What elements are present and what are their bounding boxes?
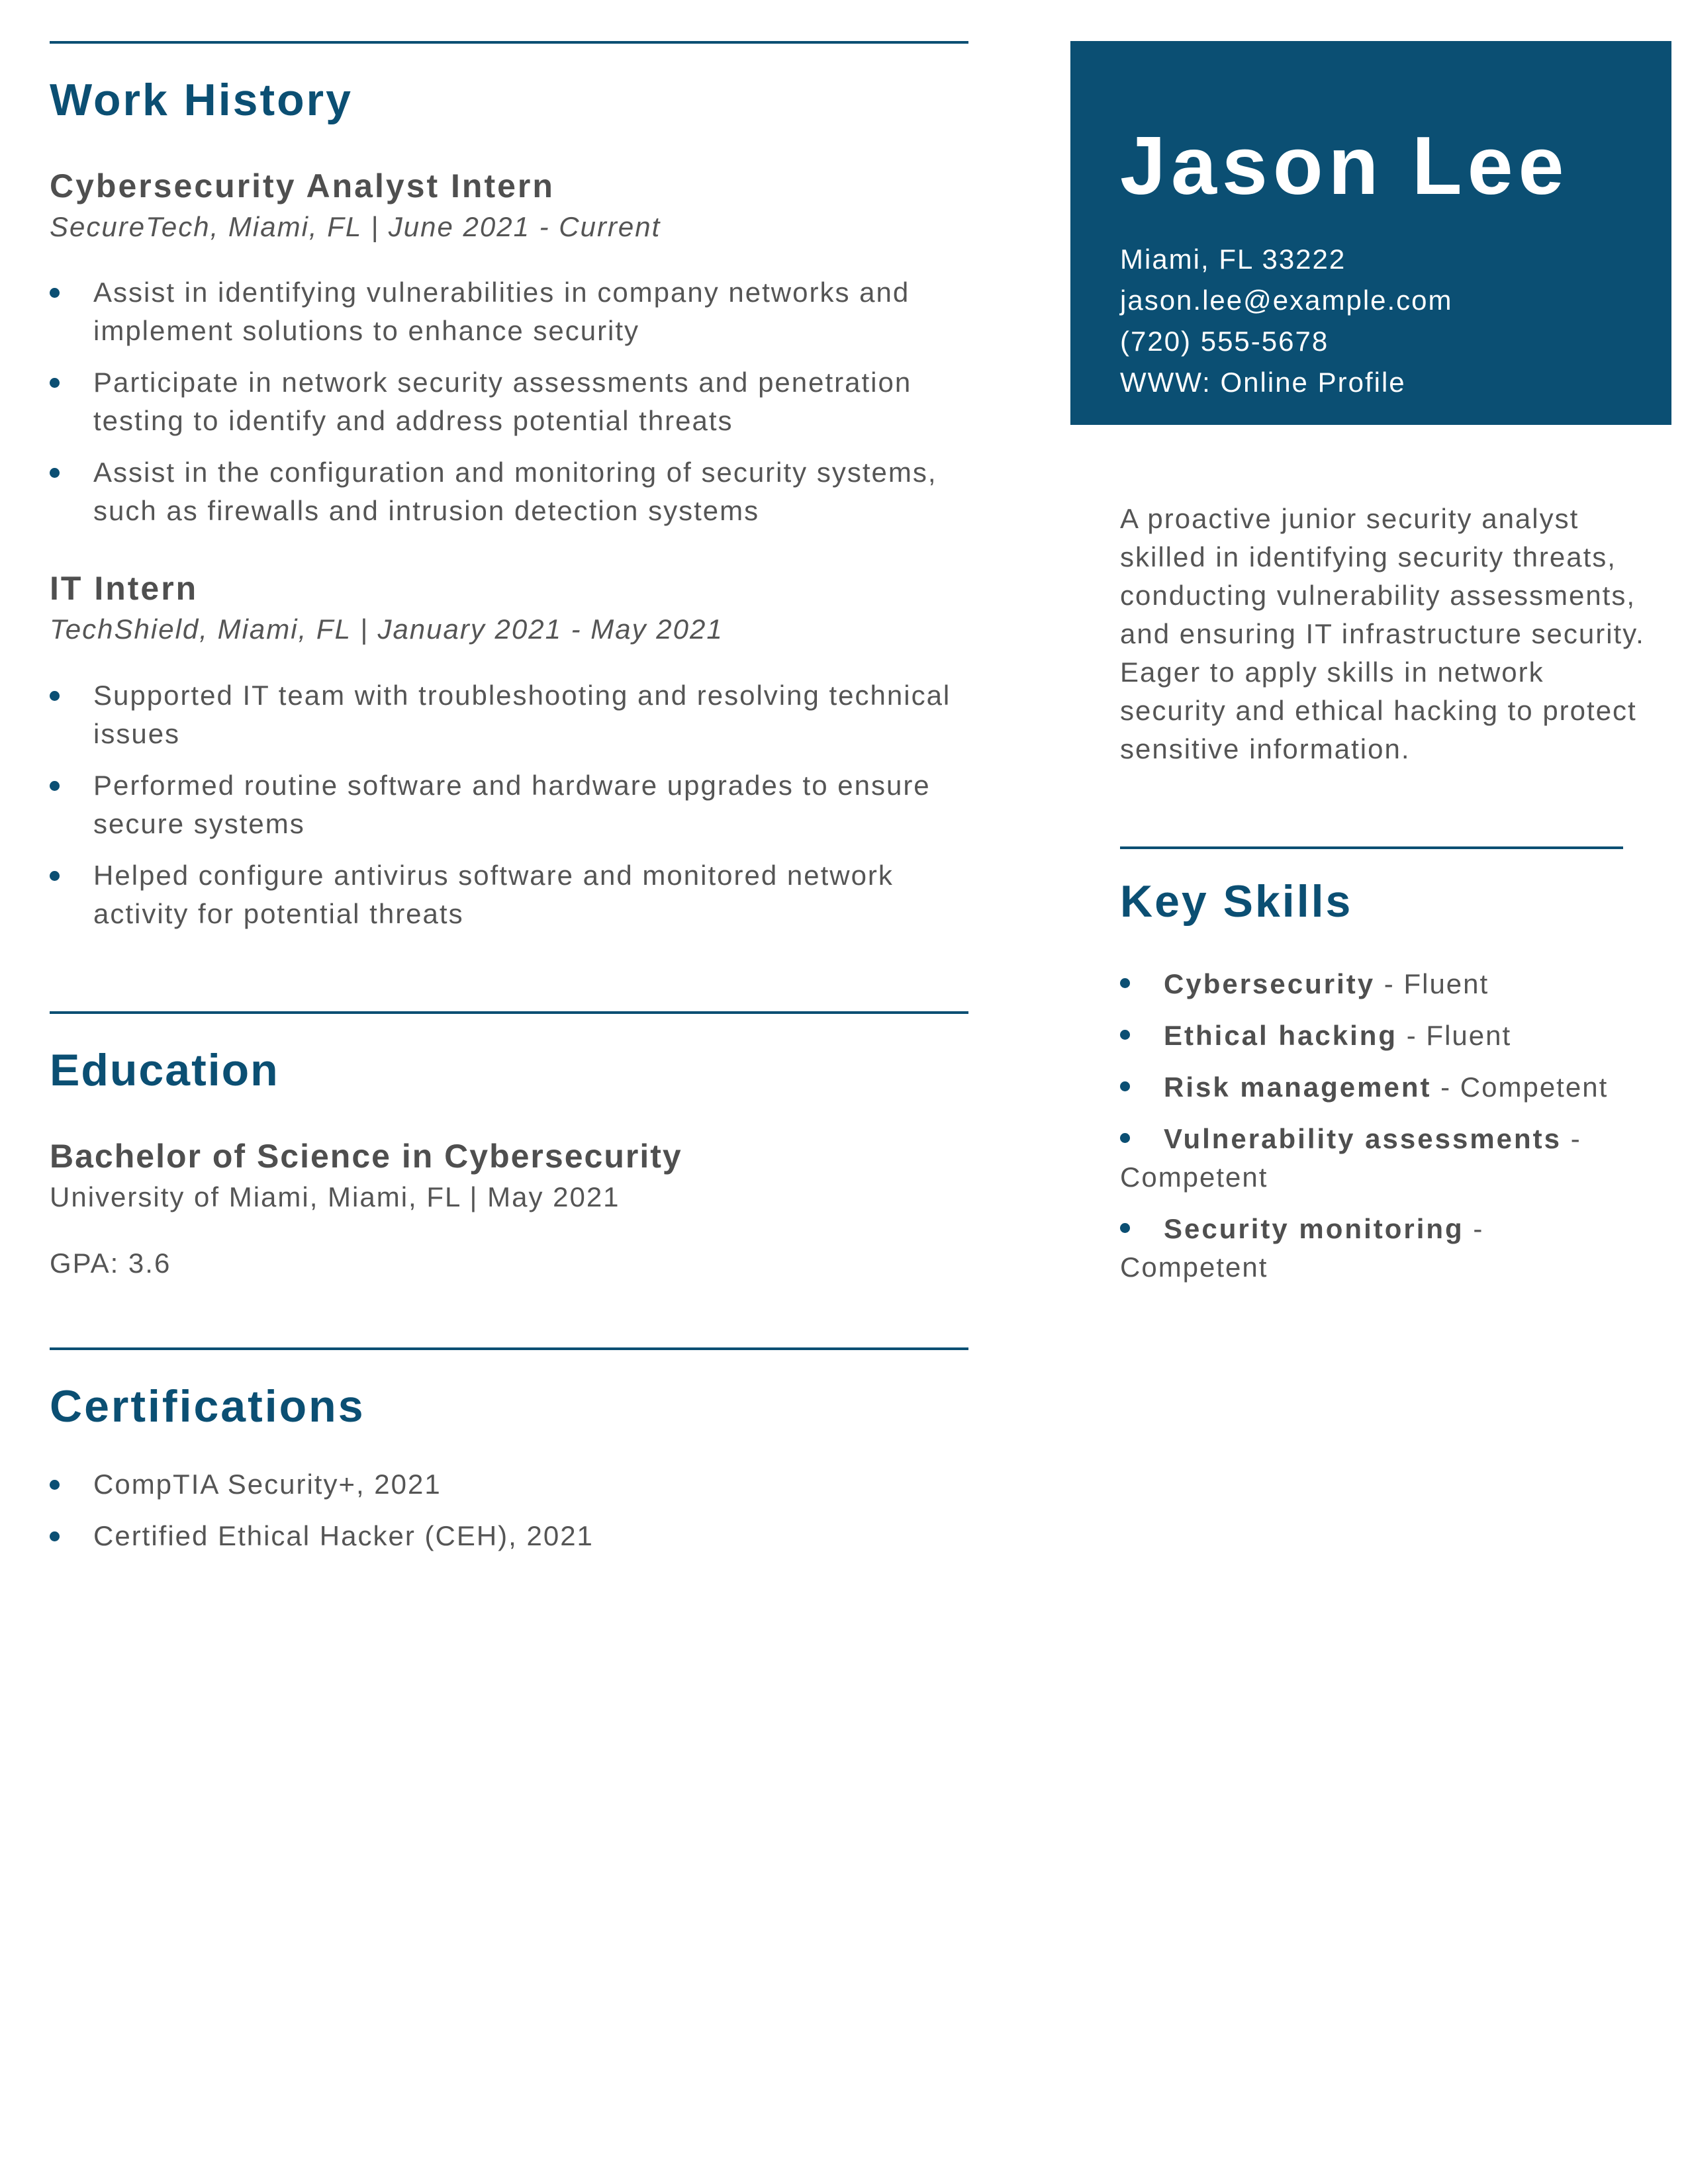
education-heading: Education	[50, 1044, 279, 1095]
skills-divider	[1120, 846, 1623, 849]
list-item: Performed routine software and hardware upgrades to ensure secure systems	[50, 766, 968, 843]
list-item: CompTIA Security+, 2021	[50, 1465, 968, 1504]
candidate-name: Jason Lee	[1120, 120, 1570, 212]
list-item: Ethical hacking - Fluent	[1120, 1017, 1623, 1055]
bullet-icon	[50, 871, 60, 881]
job-meta: TechShield, Miami, FL | January 2021 - May 2021	[50, 614, 724, 645]
gpa-value: GPA: 3.6	[50, 1248, 171, 1279]
certifications-heading: Certifications	[50, 1381, 365, 1432]
list-item: Participate in network security assessments and penetration testing to identify and address potential threats	[50, 363, 968, 440]
bullet-icon	[50, 288, 60, 298]
work-history-divider	[50, 41, 968, 44]
degree-title: Bachelor of Science in Cybersecurity	[50, 1137, 682, 1175]
bullet-icon	[50, 691, 60, 701]
contact-location: Miami, FL 33222	[1120, 244, 1346, 275]
certifications-divider	[50, 1347, 968, 1350]
list-item: Security monitoring - Competent	[1120, 1212, 1484, 1283]
list-item: Assist in the configuration and monitoring of security systems, such as firewalls and intrusion detection systems	[50, 453, 968, 530]
contact-website[interactable]: WWW: Online Profile	[1120, 367, 1406, 398]
contact-email[interactable]: jason.lee@example.com	[1120, 285, 1453, 316]
education-divider	[50, 1011, 968, 1014]
list-item: Certified Ethical Hacker (CEH), 2021	[50, 1517, 968, 1555]
bullet-icon	[50, 468, 60, 478]
bullet-icon	[1120, 1133, 1130, 1143]
bullet-icon	[50, 378, 60, 388]
job-meta: SecureTech, Miami, FL | June 2021 - Current	[50, 210, 661, 242]
skills-list	[1120, 965, 1623, 1287]
bullet-icon	[1120, 1223, 1130, 1233]
bullet-icon	[1120, 1081, 1130, 1091]
bullet-icon	[1120, 978, 1130, 988]
certifications-list	[50, 1465, 968, 1555]
job-entry	[50, 166, 968, 531]
list-item: Assist in identifying vulnerabilities in company networks and implement solutions to enhance security	[50, 273, 968, 350]
skills-heading: Key Skills	[1120, 876, 1353, 927]
bullet-icon	[50, 1531, 60, 1541]
job-bullets	[50, 676, 968, 933]
right-column	[1070, 41, 1671, 1300]
contact-info	[1120, 239, 1671, 403]
job-title: Cybersecurity Analyst Intern	[50, 167, 555, 205]
summary-text: A proactive junior security analyst skilled in identifying security threats, conducting vulnerability assessments, and ensuring IT infrastructure security. Eager to apply skills in network security and ethical hacking to protect sensitive information.	[1120, 503, 1645, 764]
education-entry	[50, 1136, 968, 1281]
bullet-icon	[50, 781, 60, 791]
school-meta: University of Miami, Miami, FL | May 2021	[50, 1181, 620, 1212]
list-item: Cybersecurity - Fluent	[1120, 965, 1623, 1003]
list-item: Helped configure antivirus software and monitored network activity for potential threats	[50, 856, 968, 933]
list-item: Supported IT team with troubleshooting and resolving technical issues	[50, 676, 968, 753]
list-item: Vulnerability assessments - Competent	[1120, 1122, 1581, 1193]
bullet-icon	[1120, 1030, 1130, 1040]
job-entry	[50, 569, 968, 933]
contact-phone[interactable]: (720) 555-5678	[1120, 326, 1329, 357]
left-column	[50, 41, 968, 1555]
work-history-heading: Work History	[50, 75, 353, 125]
list-item: Risk management - Competent	[1120, 1068, 1623, 1107]
skills-section	[1070, 846, 1671, 1287]
header-box	[1070, 41, 1671, 425]
job-title: IT Intern	[50, 570, 199, 608]
job-bullets	[50, 273, 968, 530]
bullet-icon	[50, 1480, 60, 1490]
